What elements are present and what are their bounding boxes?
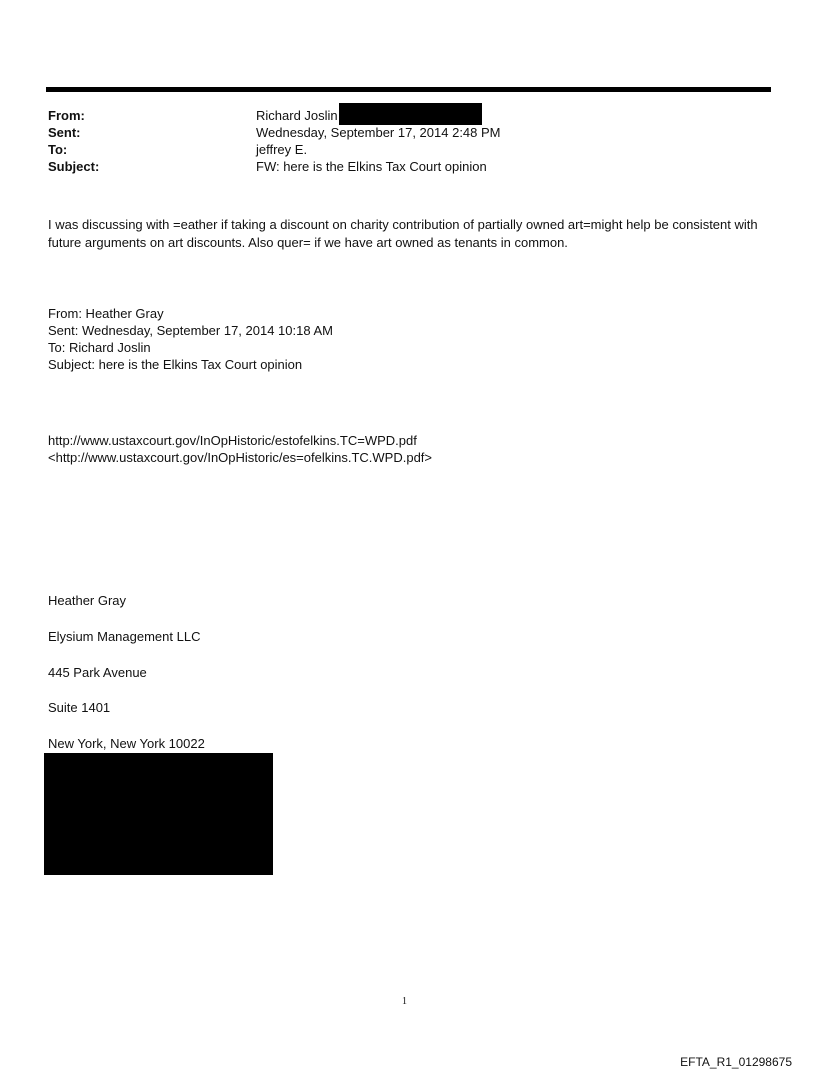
message-body: I was discussing with =eather if taking a discount on charity contribution of partially owned art=might help be consistent with future arguments on art discounts. Also quer= if we have art owned as tenants in common. — [48, 217, 758, 250]
forwarded-sent: Sent: Wednesday, September 17, 2014 10:18 AM — [48, 323, 333, 338]
subject-label: Subject: — [48, 159, 100, 174]
redaction-box-email — [339, 103, 482, 125]
header-rule — [46, 87, 771, 92]
redaction-box-signature — [44, 753, 273, 875]
signature-name: Heather Gray — [48, 593, 127, 608]
from-label: From: — [48, 108, 85, 123]
from-value: Richard Joslin — [256, 108, 338, 123]
signature-street: 445 Park Avenue — [48, 665, 147, 680]
opinion-link[interactable]: http://www.ustaxcourt.gov/InOpHistoric/estofelkins.TC=WPD.pdf — [48, 433, 417, 448]
to-value: jeffrey E. — [256, 142, 308, 157]
to-label: To: — [48, 142, 68, 157]
opinion-link-bracketed[interactable]: <http://www.ustaxcourt.gov/InOpHistoric/es=ofelkins.TC.WPD.pdf> — [48, 450, 433, 465]
signature-company: Elysium Management LLC — [48, 629, 201, 644]
forwarded-from: From: Heather Gray — [48, 306, 164, 321]
subject-value: FW: here is the Elkins Tax Court opinion — [256, 159, 487, 174]
page-number: 1 — [402, 996, 407, 1007]
signature-suite: Suite 1401 — [48, 700, 111, 715]
signature-city: New York, New York 10022 — [48, 736, 205, 751]
forwarded-subject: Subject: here is the Elkins Tax Court opinion — [48, 357, 303, 372]
sent-label: Sent: — [48, 125, 81, 140]
document-id: EFTA_R1_01298675 — [680, 1055, 792, 1069]
sent-value: Wednesday, September 17, 2014 2:48 PM — [256, 125, 501, 140]
forwarded-to: To: Richard Joslin — [48, 340, 151, 355]
